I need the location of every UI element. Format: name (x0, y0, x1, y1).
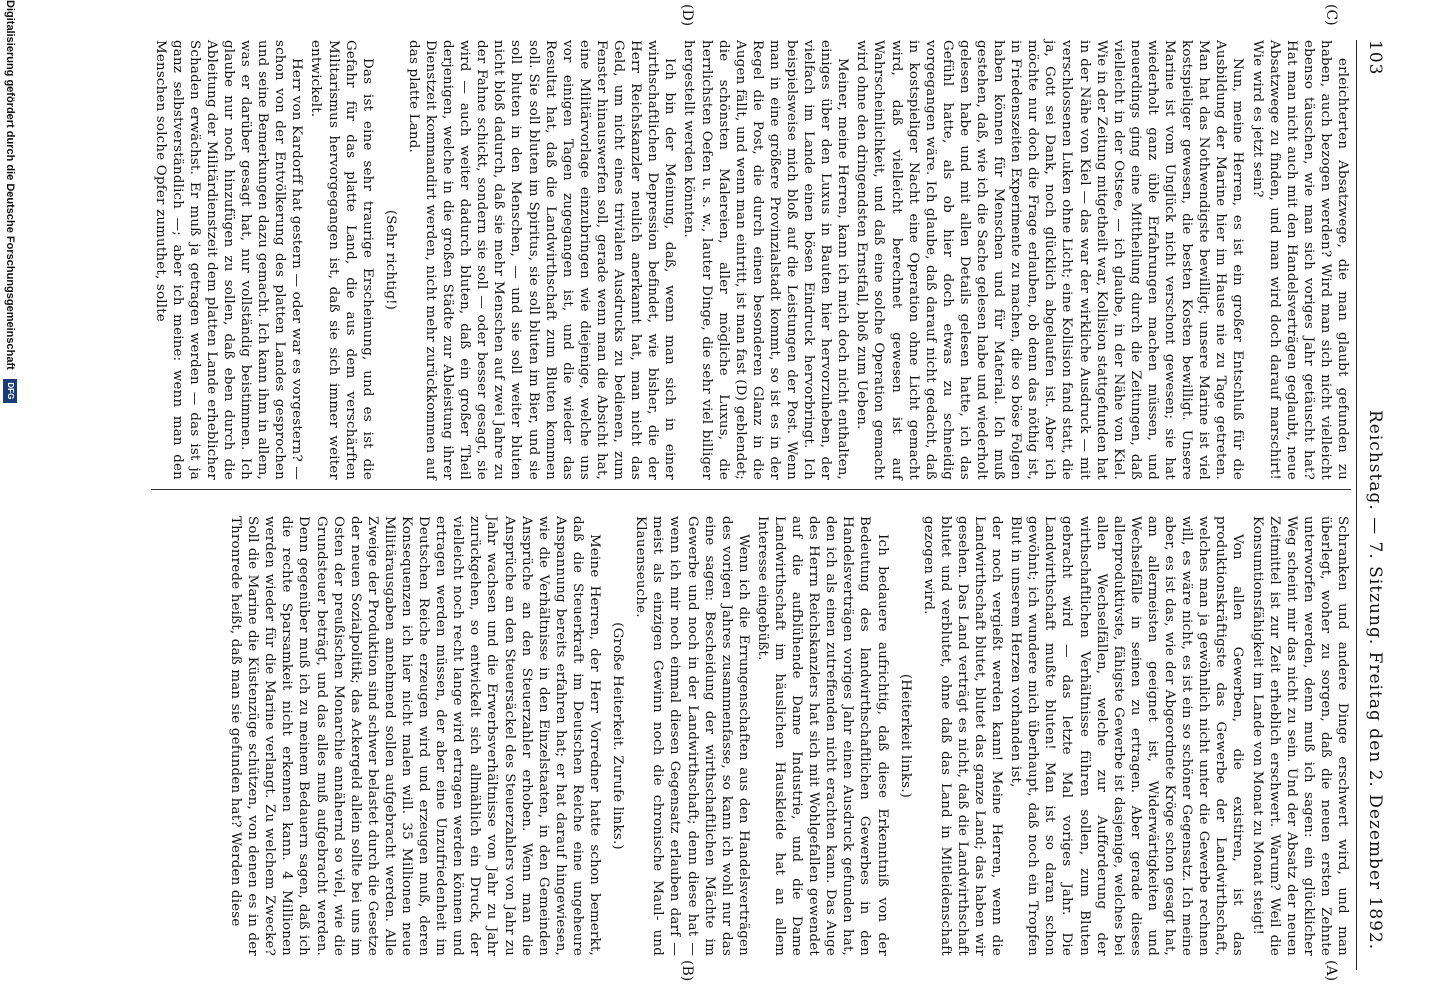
paragraph: Wenn ich die Errungenschaften aus den Handelsverträgen des vorigen Jahres zusammenfasse, so kann ich wohl nur das eine sagen: Bescheidung der wirthschaftlichen Mächte im Gewerbe und noch in der Landwirthschaft; denn diese hat — wenn ich mir noch einmal diesen Gegensatz erlauben darf — meist als einzigen Gewinn noch die chronische Maul- und Klauenseuche. (633, 516, 751, 956)
paragraph: Von allen Gewerben, die existiren, ist das produktionskräftigste das Gewerbe der Landwirthschaft, welches man ja gewöhnlich nicht unter die Gewerbe rechnen will, es wäre nicht, es ist ein so schöner Gegensatz. Ich meine aber, es ist das, wie der Abgeordnete Kröge schon gesagt hat, am allermeisten geeignet ist, Widerwärtigkeiten und Wechselfälle in seinen zu ertragen. Aber gerade dieses allerproduktivste, fähigste Gewerbe ist dasjenige, welches bei allen Wechselfällen, welche zur Aufforderung der wirthschaftlichen Verhältnisse führen sollen, zum Bluten gebracht wird — das letzte Mal voriges Jahr. Die Landwirthschaft mußte bluten! Man ist so daran schon gewöhnt; ich wundere mich überhaupt, daß noch ein Tropfen Blut in unserem Herzen vorhanden ist, (1008, 516, 1246, 956)
column-divider (151, 489, 1351, 490)
interjection: (Sehr richtig!) (382, 209, 398, 311)
paragraph: Herr von Kardorff hat gestern — oder war es vorgestern? — schon von der Entvölkerung des platten Landes gesprochen und seine Bemerkungen dazu gemacht. Ich kann ihm in allem, was er darüber gesagt hat, nur vollständig beistimmen. Ich glaube nur noch hinzufügen zu sollen, daß eben durch die Ableitung der Militärdienstzeit dem platten Lande erheblicher Schaden erwächst. Er muß ja getragen werden — das ist ja ganz selbstverständlich —; aber ich meine: wenn man den Menschen solche Opfer zumuthet, sollte (152, 40, 305, 480)
paragraph: Ich bin der Meinung, daß, wenn man sich in einer wirthschaftlichen Depression befindet, wie bisher, die der Herr Reichskanzler neulich anerkannt hat, man nicht das Geld, um nicht eines trivialen Ausdrucks zu bedienen, zum Fenster hinauswerfen soll, gerade wenn man die Absicht hat, eine Militärvorlage einzubringen wie diejenige, welche uns vor einigen Tagen zugegangen ist, und die wieder das Resultat hat, daß die Landwirthschaft zum Bluten kommen soll. Sie soll bluten im Spiritus, sie soll bluten im Bier, und sie soll bluten in den Menschen, — und sie soll weiter bluten nicht bloß dadurch, daß sie mehr Menschen auf zwei Jahre zu der Fahne schickt, sondern sie soll — oder besser gesagt, sie wird — auch weiter dadurch bluten, daß ein großer Theil derjenigen, welche in die großen Städte zur Ableistung ihrer Dienstzeit kommandirt werden, nicht mehr zurückkommen auf das platte Land. (405, 40, 678, 480)
paragraph: Nun, meine Herren, es ist ein großer Entschluß für die Ausbildung der Marine hier im Hause nie zu Tage getreten. Man hat das Nothwendigste bewilligt; unsere Marine ist viel kostspieliger gewesen, die besten Kosten bewilligt. Unsere Marine ist vom Unglück nicht verschont gewesen; sie hat wiederholt ganz üble Erfahrungen machen müssen, und neuerdings ging eine Mittheilung durch die Zeitungen, daß vielleicht in der Ostsee, — ich glaube, in der Nähe von Kiel. Wie in der Zeitung mitgetheilt war, Kollision stattgefunden hat in der Nähe von Kiel — das war der wirkliche Ausdruck — mit verschlossenen Luken ohne Licht; eine Kollision fand statt, die ja, Gott sei Dank, noch glücklich abgelaufen ist. Aber ich möchte nur doch die Frage erlauben, ob denn das nöthig ist, in Friedenszeiten Experimente zu machen, die so böse Folgen haben können für Menschen und für Material. Ich muß gestehen, daß, wie ich die Sache gelesen habe und wiederholt gelesen habe und mit allen Details gelesen hatte, ich das Gefühl hatte, als ob hier doch etwas zu schneidig vorgegangen wäre. Ich glaube, daß darauf nicht gedacht, daß in kostspieliger Nacht eine Operation ohne Licht gemacht wird, daß vielleicht berechnet gewesen ist auf Wahrscheinlichkeit, und daß eine solche Operation gemacht wird ohne den dringendsten Ernstfall, bloß zum Ueben. (854, 40, 1246, 480)
paragraph: Meine Herren, der Herr Vorredner hatte schon bemerkt, daß die Steuerkraft im Deutschen Reiche eine ungeheure Anspannung bereits erfahren hat; er hat darauf hingewiesen, wie die Verhältnisse in den Einzelstaaten, in den Gemeinden Ansprüche an den Steuerzahler erhoben. Wenn man die Ansprüche an den Steuersäckel des Steuerzahlers von Jahr zu Jahr wachsen und die Erwerbsverhältnisse von Jahr zu Jahr zurückgehen, so entwickelt sich allmählich ein Druck, der vielleicht noch recht lange wird ertragen werden können und ertragen werden müssen, der aber eine Unzufriedenheit im Deutschen Reiche erzeugen wird und erzeugen muß, deren Konsequenzen ich hier nicht malen will. 35 Millionen neue Militärausgaben annehmend sollen aufgebracht werden. Alle Zweige der Produktion sind schwer belastet durch die Gesetze der neuen Sozialpolitik; das Ackergeld allein sollte bei uns im Osten der preußischen Monarchie annähernd so viel, wie die Grundsteuer beträgt, und das alles muß aufgebracht werden. Denn gegenüber muß ich zu meinem Bedauern sagen, daß ich die rechte Sparsamkeit nicht erkennen kann. 4 Millionen werden wieder für die Marine verlangt. Zu welchem Zwecke? Soll die Marine die Küstenzüge schützen, von denen es in der Thronrede heißt, daß man sie gefunden hat? Werden diese (228, 516, 603, 956)
dfg-logo: DFG (3, 379, 17, 403)
paragraph: der noch vergießt werden kann! Meine Herren, wenn die Landwirthschaft blutet, blutet das ganze Land; das haben wir gesehen. Das Land verträgt es nicht, daß die Landwirthschaft blutet und verblutet, ohne daß das Land in Mitleidenschaft gezogen wird. (920, 516, 1005, 956)
interjection: (Große Heiterkeit. Zurufe links.) (610, 622, 626, 850)
page-number: 103 (1365, 40, 1385, 76)
header-rule (1356, 40, 1357, 970)
paragraph: Meiner, meine Herren, kann ich mich doch nicht enthalten, einiges über den Luxus in Bauten hier hervorzuheben, der vielfach im Lande einen bösen Eindruck hervorbringt. Ich beispielsweise mich bloß auf die Leistungen der Post. Wenn man in eine größere Provinzialstadt kommt, so ist es in der Regel die Post, die durch einen besonderen Glanz in die Augen fällt, und wenn man eintritt, ist man fast (D) geblendet; die schönsten Malereien, aller mögliche Luxus, die herrlichsten Oefen u. s. w., lauter Dinge, die sehr viel billiger hergestellt werden könnten. (681, 40, 851, 480)
margin-marker-a: (A) (1323, 960, 1339, 982)
paragraph: Das ist eine sehr traurige Erscheinung, und es ist die Gefahr für das platte Land, die aus dem verschärften Militarismus hervorgegangen ist, daß sie sich immer weiter entwickelt. (308, 40, 375, 480)
footer-text: Digitalisierung gefördert durch die Deutsche Forschungsgemeinschaft (4, 0, 17, 370)
margin-marker-d: (D) (679, 4, 695, 27)
paragraph: erleichterten Absatzwege, die man glaubt gefunden zu haben, auch bezogen werden? Wird man sich nicht vielleicht ebenso täuschen, wie man sich voriges Jahr getäuscht hat? Hat man nicht auch mit den Handelsverträgen geglaubt, neue Absatzwege zu finden, und man wird doch darauf marschirt! Wie wird es jetzt sein? (1249, 40, 1350, 480)
digitization-footer (3, 0, 17, 1000)
page-header (1359, 40, 1387, 970)
interjection: (Heiterkeit links.) (897, 673, 913, 799)
page-title: Reichstag. — 7. Sitzung. Freitag den 2. Dezember 1892. (1365, 410, 1385, 951)
paragraph: Ich bedauere aufrichtig, daß diese Erkenntniß von der Bedeutung des landwirthschaftlichen Gewerbes in den Handelsverträgen voriges Jahr einen Ausdruck gefunden hat, den ich als einen zutreffenden nicht erachten kann. Das Auge des Herrn Reichskanzlers hat sich mit Wohlgefallen gewendet auf die aufblühende Dame Industrie, und die Dame Landwirthschaft im häuslichen Hauskleide hat an allem Interesse eingebüßt. (754, 516, 890, 956)
column-right (225, 516, 1351, 956)
paragraph: Schranken und andere Dinge erschwert wird, und man überlegt, woher zu sorgen, daß die neuen ersten Zehnte unterworfen werden, denn muß ich sagen: ein glücklicher Weg scheint mir das nicht zu sein. Und der Absatz der neuen Zeitmittel ist zur Zeit erheblich erschwert. Warum? Weil die Konsumtionsfähigkeit im Lande von Monat zu Monat steigt! (1249, 516, 1350, 956)
margin-marker-c: (C) (1323, 4, 1339, 26)
margin-marker-b: (B) (679, 960, 695, 982)
column-left (150, 40, 1351, 480)
